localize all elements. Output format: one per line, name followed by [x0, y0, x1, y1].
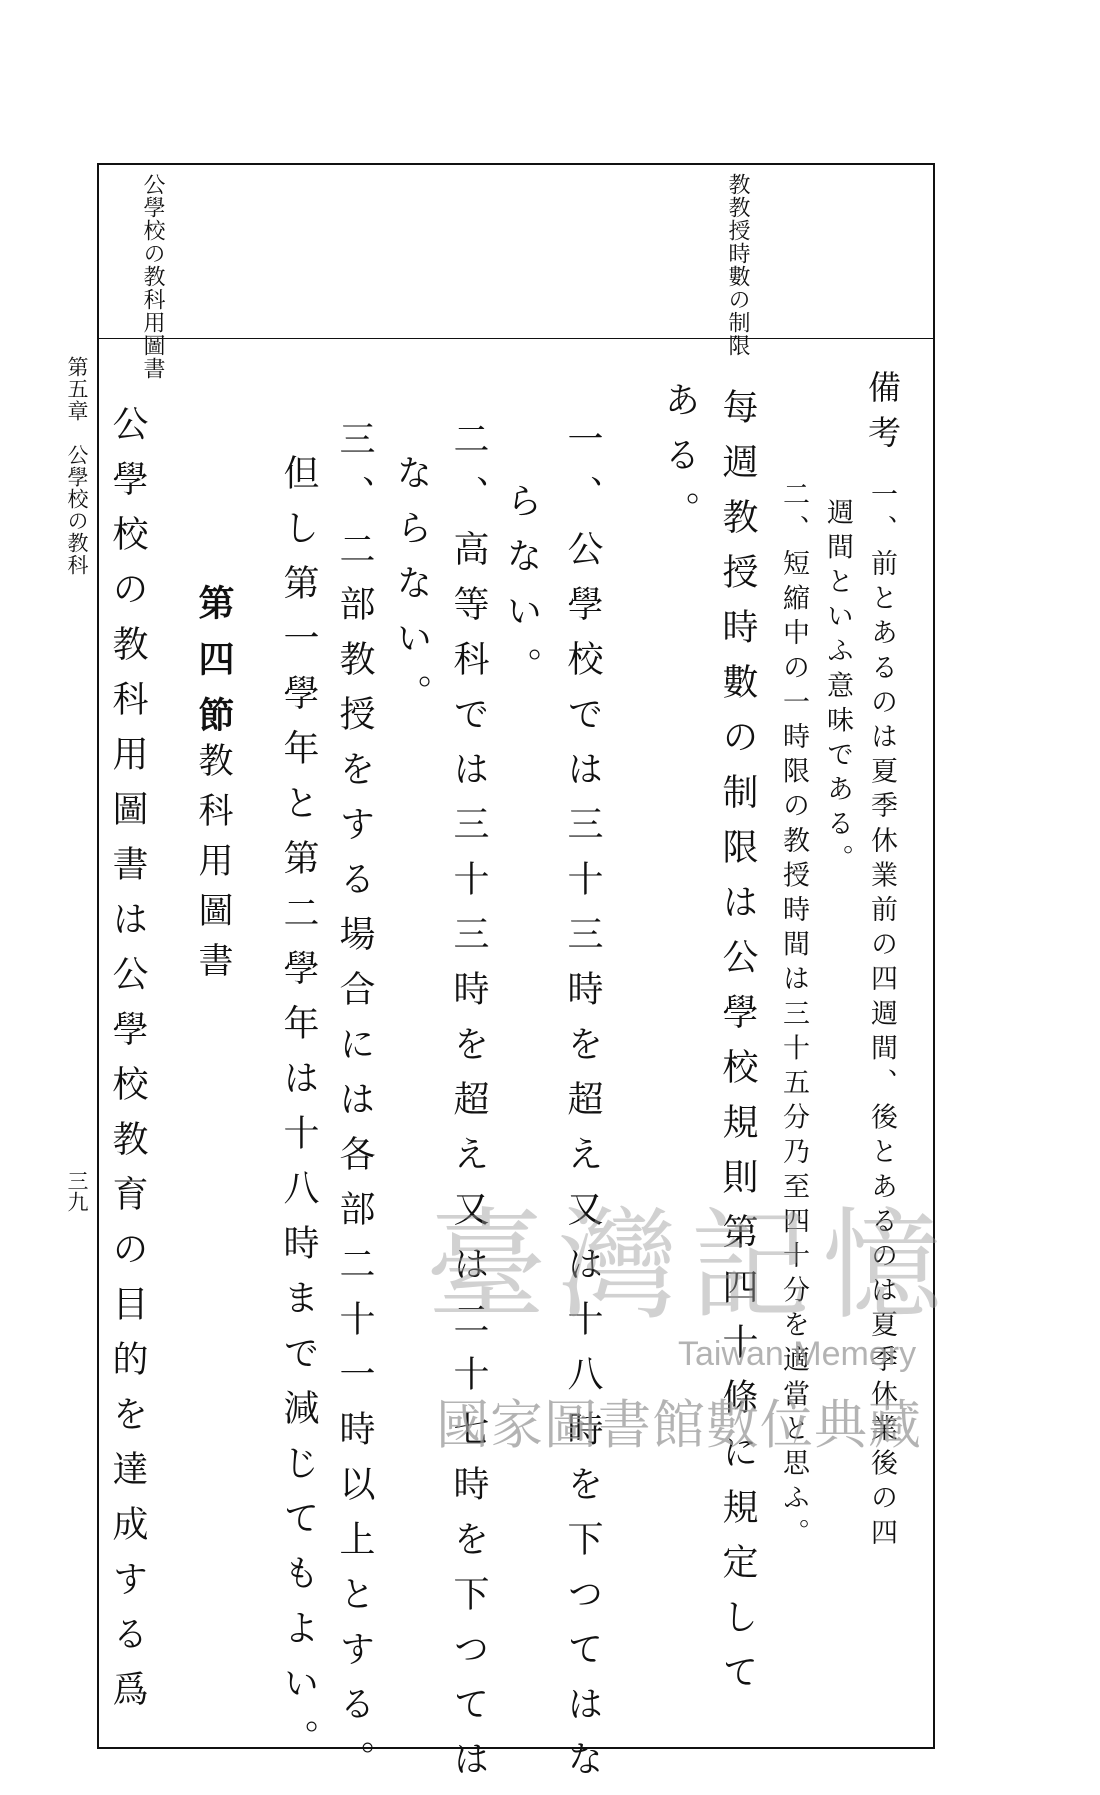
section-heading: 第四節 [193, 584, 235, 752]
remark-item-2: 二、短縮中の一時限の教授時間は三十五分乃至四十分を適當と思ふ。 [778, 480, 809, 1553]
paragraph-textbooks: 公學校の教科用圖書は公學校教育の目的を達成する爲 [107, 405, 148, 1725]
list-item-2-continuation: ならない。 [391, 454, 432, 729]
margin-note-textbooks: 公學校の教科用圖書 [140, 173, 165, 380]
list-item-3: 三、二部教授をする場合には各部二十一時以上とする。 [334, 420, 375, 1795]
section-title: 教科用圖書 [193, 742, 233, 992]
list-item-1-continuation: らない。 [501, 482, 542, 702]
list-item-3-continuation: 但し第一學年と第二學年は十八時まで減じてもよい。 [278, 454, 319, 1774]
paragraph-weekly-hours-continuation: ある。 [659, 381, 700, 546]
watermark-logo-script: 臺灣記憶 [426, 1197, 954, 1336]
margin-note-teaching-hours: 教教授時數の制限 [725, 173, 750, 357]
watermark-chinese: 國家圖書館數位典藏 [436, 1395, 922, 1456]
paragraph-weekly-hours: 每週教授時數の制限は公學校規則第四十條に規定して [717, 388, 758, 1708]
remark-item-1: 一、前とあるのは夏季休業前の四週間、後とあるのは夏季休業後の四 [866, 480, 897, 1553]
list-item-2: 二、高等科では三十三時を超え又は二十七時を下つては [448, 420, 489, 1795]
margin-rule [97, 338, 935, 339]
running-head: 第五章 公學校の教科 [65, 356, 89, 576]
page-number: 三九 [65, 1170, 89, 1212]
remark-item-1-continuation: 週間といふ意味である。 [822, 498, 853, 879]
watermark-english: Taiwan Memory [678, 1335, 917, 1373]
list-item-1: 一、公學校では三十三時を超え又は十八時を下つてはな [562, 420, 603, 1795]
remarks-heading: 備考 [863, 370, 902, 460]
